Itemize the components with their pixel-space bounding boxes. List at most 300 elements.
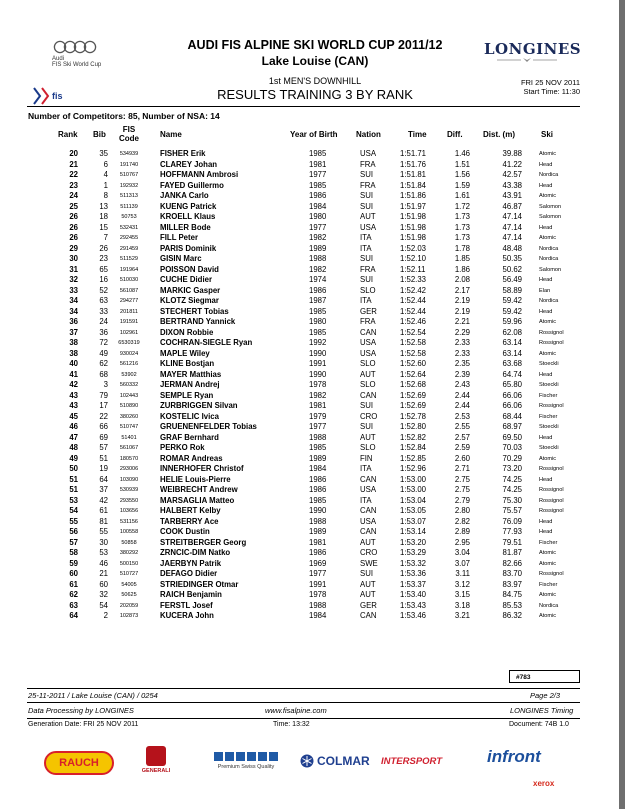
nation-cell: SWE (360, 558, 378, 568)
footer-generation-time: Time: 13:32 (273, 721, 310, 728)
bib-cell: 72 (99, 338, 108, 347)
diff-cell: 1.73 (454, 212, 470, 221)
rank-cell: 49 (69, 453, 78, 463)
rank-cell: 26 (69, 233, 78, 242)
rank-cell: 38 (69, 348, 78, 358)
diff-cell: 2.29 (454, 327, 470, 337)
bib-cell: 21 (99, 569, 108, 578)
name-cell: KLINE Bostjan (160, 359, 215, 368)
table-row (0, 590, 625, 601)
diff-cell: 2.55 (454, 422, 470, 431)
name-cell: MAPLE Wiley (160, 348, 210, 358)
diff-cell: 2.44 (454, 401, 470, 410)
table-row (0, 475, 625, 486)
ski-cell: Head (539, 476, 553, 483)
distance-cell: 59.42 (502, 306, 522, 316)
year-cell: 1969 (309, 558, 327, 568)
diff-cell: 2.71 (454, 464, 470, 473)
fis-code-cell: 191964 (119, 266, 139, 273)
ski-cell: Nordica (539, 256, 559, 262)
distance-cell: 42.57 (502, 170, 522, 179)
name-cell: MAYER Matthias (160, 369, 222, 379)
time-cell: 1:53.37 (400, 579, 427, 589)
nation-cell: GER (360, 306, 377, 316)
bib-cell: 61 (99, 506, 108, 515)
ski-cell: Salomon (539, 214, 562, 220)
distance-cell: 84.75 (502, 590, 522, 599)
rank-cell: 43 (69, 390, 78, 400)
time-cell: 1:53.20 (400, 537, 427, 547)
diff-cell: 2.75 (454, 474, 470, 484)
nation-cell: AUT (360, 537, 376, 547)
bib-cell: 79 (99, 390, 108, 400)
time-cell: 1:52.96 (400, 464, 427, 473)
time-cell: 1:52.03 (400, 243, 427, 253)
nation-cell: CRO (360, 411, 378, 421)
time-cell: 1:52.68 (400, 380, 427, 389)
ski-cell: Elan (539, 287, 551, 294)
diff-cell: 1.85 (454, 254, 470, 263)
rank-cell: 26 (69, 212, 78, 221)
nation-cell: CAN (360, 327, 377, 337)
distance-cell: 63.68 (502, 359, 522, 368)
name-cell: RAICH Benjamin (160, 590, 222, 599)
bib-cell: 36 (99, 327, 108, 337)
time-cell: 1:53.00 (400, 485, 427, 494)
bib-cell: 55 (99, 527, 108, 536)
year-cell: 1986 (309, 474, 327, 484)
ski-cell: Head (539, 224, 553, 231)
time-cell: 1:51.81 (400, 170, 427, 179)
bib-cell: 3 (103, 380, 108, 389)
time-cell: 1:53.14 (400, 527, 427, 536)
name-cell: MARSAGLIA Matteo (160, 495, 235, 505)
year-cell: 1989 (309, 527, 327, 536)
table-row (0, 296, 625, 307)
year-cell: 1974 (309, 275, 327, 284)
table-row (0, 496, 625, 507)
nation-cell: ITA (360, 464, 372, 473)
bib-cell: 22 (99, 411, 108, 421)
year-cell: 1985 (309, 306, 327, 316)
time-cell: 1:52.11 (400, 264, 426, 274)
nation-cell: ITA (360, 495, 372, 505)
year-cell: 1977 (309, 569, 327, 578)
distance-cell: 63.14 (502, 348, 522, 358)
distance-cell: 64.74 (502, 369, 522, 379)
table-row (0, 611, 625, 622)
name-cell: ZURBRIGGEN Silvan (160, 401, 238, 410)
fis-code-cell: 510767 (119, 172, 139, 178)
colmar-label: COLMAR (317, 754, 370, 768)
ski-cell: Atomic (539, 550, 557, 556)
time-cell: 1:52.44 (400, 296, 427, 305)
table-row (0, 160, 625, 171)
footer-document: Document: 74B 1.0 (509, 721, 569, 728)
fis-code-cell: 50858 (121, 539, 137, 546)
rank-cell: 46 (69, 422, 78, 431)
nation-cell: ITA (360, 243, 372, 253)
nation-cell: SUI (360, 191, 373, 200)
bib-cell: 49 (99, 348, 108, 358)
year-cell: 1978 (309, 590, 327, 599)
diff-cell: 2.35 (454, 359, 470, 368)
year-cell: 1986 (309, 548, 327, 557)
bib-cell: 57 (99, 443, 108, 452)
name-cell: POISSON David (160, 264, 219, 274)
year-cell: 1985 (309, 149, 327, 158)
time-cell: 1:53.00 (400, 474, 427, 484)
table-row (0, 244, 625, 255)
distance-cell: 39.88 (502, 149, 522, 158)
diff-cell: 1.59 (454, 180, 470, 190)
fis-code-cell: 293006 (119, 466, 139, 472)
rank-cell: 60 (69, 569, 78, 578)
fis-code-cell: 51401 (121, 434, 137, 441)
fis-code-cell: 102873 (119, 613, 139, 619)
time-cell: 1:52.69 (400, 401, 427, 410)
nation-cell: AUT (360, 579, 376, 589)
bib-cell: 46 (99, 558, 108, 568)
table-row (0, 202, 625, 213)
reference-box: #783 (509, 670, 580, 683)
fis-code-cell: 293550 (119, 497, 139, 504)
nation-cell: USA (360, 222, 377, 232)
fis-code-cell: 102443 (119, 392, 139, 399)
fis-code-cell: 291459 (119, 245, 139, 252)
fis-code-cell: 191740 (119, 161, 139, 168)
distance-cell: 50.35 (502, 254, 522, 263)
rank-cell: 29 (69, 243, 78, 253)
nation-cell: AUT (360, 432, 376, 442)
distance-cell: 66.06 (502, 390, 522, 400)
time-cell: 1:53.04 (400, 495, 427, 505)
fis-code-cell: 6530319 (118, 340, 140, 346)
generali-lion-icon (146, 746, 166, 766)
bib-cell: 32 (99, 590, 108, 599)
name-cell: GRAF Bernhard (160, 432, 219, 442)
nation-cell: FRA (360, 264, 376, 274)
time-cell: 1:53.46 (400, 611, 427, 620)
ski-cell: Fischer (539, 392, 558, 399)
swiss-label: Premium Swiss Quality (217, 764, 275, 770)
nation-cell: CAN (360, 390, 377, 400)
bib-cell: 1 (103, 180, 108, 190)
table-row (0, 548, 625, 559)
table-row (0, 464, 625, 475)
diff-cell: 1.46 (454, 149, 470, 158)
name-cell: MARKIC Gasper (160, 285, 221, 295)
time-cell: 1:52.64 (400, 369, 427, 379)
fis-code-cell: 50625 (121, 592, 137, 598)
rank-cell: 51 (69, 485, 78, 494)
col-fis-code-line1: FIS (122, 125, 136, 134)
ski-cell: Rossignol (539, 340, 564, 346)
bib-cell: 6 (103, 159, 108, 169)
distance-cell: 83.70 (502, 569, 522, 578)
year-cell: 1991 (309, 579, 327, 589)
time-cell: 1:53.43 (400, 600, 427, 610)
distance-cell: 74.25 (502, 474, 522, 484)
table-row (0, 391, 625, 402)
ski-cell: Rossignol (539, 497, 564, 504)
time-cell: 1:51.98 (400, 233, 427, 242)
name-cell: KROELL Klaus (160, 212, 216, 221)
bib-cell: 37 (99, 485, 108, 494)
table-row (0, 485, 625, 496)
name-cell: KLOTZ Siegmar (160, 296, 219, 305)
time-cell: 1:52.58 (400, 348, 427, 358)
bib-cell: 23 (99, 254, 108, 263)
name-cell: ZRNCIC-DIM Natko (160, 548, 231, 557)
year-cell: 1988 (309, 432, 327, 442)
rank-cell: 31 (69, 264, 78, 274)
year-cell: 1985 (309, 327, 327, 337)
time-cell: 1:52.69 (400, 390, 427, 400)
nation-cell: CAN (360, 611, 377, 620)
diff-cell: 2.39 (454, 369, 470, 379)
rank-cell: 61 (69, 579, 78, 589)
bib-cell: 2 (103, 611, 108, 620)
ski-cell: Fischer (539, 413, 558, 420)
bib-cell: 63 (99, 296, 108, 305)
rank-cell: 22 (69, 170, 78, 179)
name-cell: MILLER Bode (160, 222, 211, 232)
bib-cell: 17 (99, 401, 108, 410)
table-row (0, 265, 625, 276)
name-cell: HELIE Louis-Pierre (160, 474, 231, 484)
ski-cell: Head (539, 277, 553, 283)
start-time: Start Time: 11:30 (523, 87, 580, 96)
nation-cell: USA (360, 149, 377, 158)
table-row (0, 370, 625, 381)
diff-cell: 2.33 (454, 348, 470, 358)
table-row (0, 454, 625, 465)
fis-code-cell: 561216 (119, 361, 139, 367)
bib-cell: 8 (103, 191, 108, 200)
table-row (0, 307, 625, 318)
bib-cell: 42 (99, 495, 108, 505)
audi-rings-icon (52, 40, 98, 54)
year-cell: 1982 (309, 233, 327, 242)
ski-cell: Head (539, 308, 553, 315)
name-cell: GRUENENFELDER Tobias (160, 422, 257, 431)
diff-cell: 3.18 (454, 600, 470, 610)
bib-cell: 68 (99, 369, 108, 379)
bib-cell: 33 (99, 306, 108, 316)
bib-cell: 52 (99, 285, 108, 295)
ski-cell: Atomic (539, 350, 557, 357)
bib-cell: 60 (99, 579, 108, 589)
distance-cell: 86.32 (502, 611, 522, 620)
diff-cell: 2.80 (454, 506, 470, 515)
name-cell: CUCHE Didier (160, 275, 212, 284)
table-row (0, 359, 625, 370)
nation-cell: SUI (360, 401, 373, 410)
nation-cell: SLO (360, 285, 376, 295)
time-cell: 1:52.10 (400, 254, 427, 263)
name-cell: HALBERT Kelby (160, 506, 221, 515)
nation-cell: SUI (360, 275, 373, 284)
fis-code-cell: 531156 (120, 518, 138, 525)
year-cell: 1992 (309, 338, 327, 347)
venue-title: Lake Louise (CAN) (261, 54, 369, 68)
fis-code-cell: 53902 (121, 371, 137, 378)
col-ski: Ski (541, 130, 554, 139)
time-cell: 1:52.85 (400, 453, 427, 463)
diff-cell: 2.82 (454, 516, 470, 526)
distance-cell: 83.97 (502, 579, 522, 589)
diff-cell: 1.61 (454, 191, 470, 200)
bib-cell: 24 (99, 317, 108, 326)
bib-cell: 53 (99, 548, 108, 557)
rank-cell: 33 (69, 285, 78, 295)
year-cell: 1991 (309, 359, 327, 368)
diff-cell: 3.12 (454, 579, 470, 589)
distance-cell: 76.09 (502, 516, 522, 526)
rank-cell: 64 (69, 611, 78, 620)
diff-cell: 2.44 (454, 390, 470, 400)
rank-cell: 34 (69, 296, 78, 305)
time-cell: 1:51.86 (400, 191, 427, 200)
name-cell: DEFAGO Didier (160, 569, 218, 578)
name-cell: STREITBERGER Georg (160, 537, 247, 547)
distance-cell: 41.22 (502, 159, 522, 169)
nation-cell: AUT (360, 590, 376, 599)
rank-cell: 41 (69, 369, 78, 379)
year-cell: 1986 (309, 285, 327, 295)
longines-logo: LONGINES (484, 40, 582, 58)
name-cell: CLAREY Johan (160, 159, 218, 169)
nation-cell: FRA (360, 159, 376, 169)
fis-code-cell: 500150 (119, 560, 139, 567)
bib-cell: 26 (99, 243, 108, 253)
ski-cell: Nordica (539, 172, 559, 178)
bib-cell: 18 (99, 212, 108, 221)
nation-cell: CRO (360, 548, 378, 557)
ski-cell: Fischer (539, 581, 558, 588)
name-cell: INNERHOFER Christof (160, 464, 244, 473)
footer-left-info: 25-11-2011 / Lake Louise (CAN) / 0254 (28, 691, 158, 700)
fis-code-cell: 180570 (119, 455, 139, 462)
table-row (0, 181, 625, 192)
rank-cell: 48 (69, 443, 78, 452)
rank-cell: 34 (69, 306, 78, 316)
diff-cell: 1.78 (454, 243, 470, 253)
table-row (0, 580, 625, 591)
name-cell: BERTRAND Yannick (160, 317, 236, 326)
fis-code-cell: 102961 (119, 329, 139, 336)
rank-cell: 59 (69, 558, 78, 568)
nation-cell: USA (360, 516, 377, 526)
diff-cell: 3.11 (455, 569, 470, 578)
time-cell: 1:53.29 (400, 548, 427, 557)
distance-cell: 81.87 (502, 548, 522, 557)
distance-cell: 48.48 (502, 243, 522, 253)
bib-cell: 30 (99, 537, 108, 547)
diff-cell: 2.95 (454, 537, 470, 547)
col-fis-code-line2: Code (119, 134, 139, 143)
ski-cell: Stoeckli (539, 382, 559, 388)
nation-cell: FRA (360, 317, 376, 326)
diff-cell: 3.07 (454, 558, 470, 568)
name-cell: KUCERA John (160, 611, 214, 620)
nation-cell: SLO (360, 443, 376, 452)
bib-cell: 65 (99, 264, 108, 274)
divider-footer-2 (27, 702, 580, 703)
name-cell: FAYED Guillermo (160, 180, 224, 190)
ski-cell: Head (539, 371, 553, 378)
nation-cell: USA (360, 348, 377, 358)
table-row (0, 559, 625, 570)
table-row (0, 149, 625, 160)
bib-cell: 16 (99, 275, 108, 284)
distance-cell: 70.03 (502, 443, 522, 452)
distance-cell: 74.25 (502, 485, 522, 494)
ski-cell: Fischer (539, 539, 558, 546)
distance-cell: 79.51 (502, 537, 522, 547)
nation-cell: SUI (360, 170, 373, 179)
distance-cell: 75.30 (502, 495, 522, 505)
table-row (0, 433, 625, 444)
ski-cell: Head (539, 161, 553, 168)
rank-cell: 20 (69, 149, 78, 158)
col-diff: Diff. (447, 130, 463, 139)
nation-cell: GER (360, 600, 377, 610)
year-cell: 1985 (309, 443, 327, 452)
name-cell: JERMAN Andrej (160, 380, 220, 389)
rank-cell: 38 (69, 338, 78, 347)
fis-code-cell: 510747 (119, 424, 139, 430)
time-cell: 1:52.54 (400, 327, 427, 337)
time-cell: 1:51.76 (400, 159, 427, 169)
nation-cell: USA (360, 485, 377, 494)
diff-cell: 2.19 (454, 296, 470, 305)
distance-cell: 59.42 (502, 296, 522, 305)
rank-cell: 62 (69, 590, 78, 599)
time-cell: 1:53.40 (400, 590, 427, 599)
col-fis-code (114, 125, 144, 143)
year-cell: 1977 (309, 170, 327, 179)
diff-cell: 3.15 (454, 590, 470, 599)
fis-code-cell: 192932 (119, 182, 139, 189)
ski-cell: Atomic (539, 592, 557, 598)
distance-cell: 69.50 (502, 432, 522, 442)
year-cell: 1982 (309, 390, 327, 400)
time-cell: 1:52.80 (400, 422, 427, 431)
ski-cell: Atomic (539, 319, 557, 325)
year-cell: 1988 (309, 516, 327, 526)
ski-cell: Atomic (539, 560, 557, 567)
table-row (0, 380, 625, 391)
time-cell: 1:51.84 (400, 180, 427, 190)
time-cell: 1:52.84 (400, 443, 427, 452)
fis-code-cell: 510030 (119, 277, 139, 283)
rank-cell: 26 (69, 222, 78, 232)
ski-cell: Salomon (539, 266, 562, 273)
table-row (0, 170, 625, 181)
sponsor-colmar-logo (300, 754, 370, 768)
name-cell: FERSTL Josef (160, 600, 213, 610)
table-row (0, 412, 625, 423)
name-cell: FISHER Erik (160, 149, 206, 158)
race-date: FRI 25 NOV 2011 (520, 78, 580, 87)
time-cell: 1:52.33 (400, 275, 427, 284)
bib-cell: 51 (99, 453, 108, 463)
year-cell: 1989 (309, 453, 327, 463)
diff-cell: 2.19 (454, 306, 470, 316)
footer-website[interactable]: www.fisalpine.com (265, 706, 327, 715)
